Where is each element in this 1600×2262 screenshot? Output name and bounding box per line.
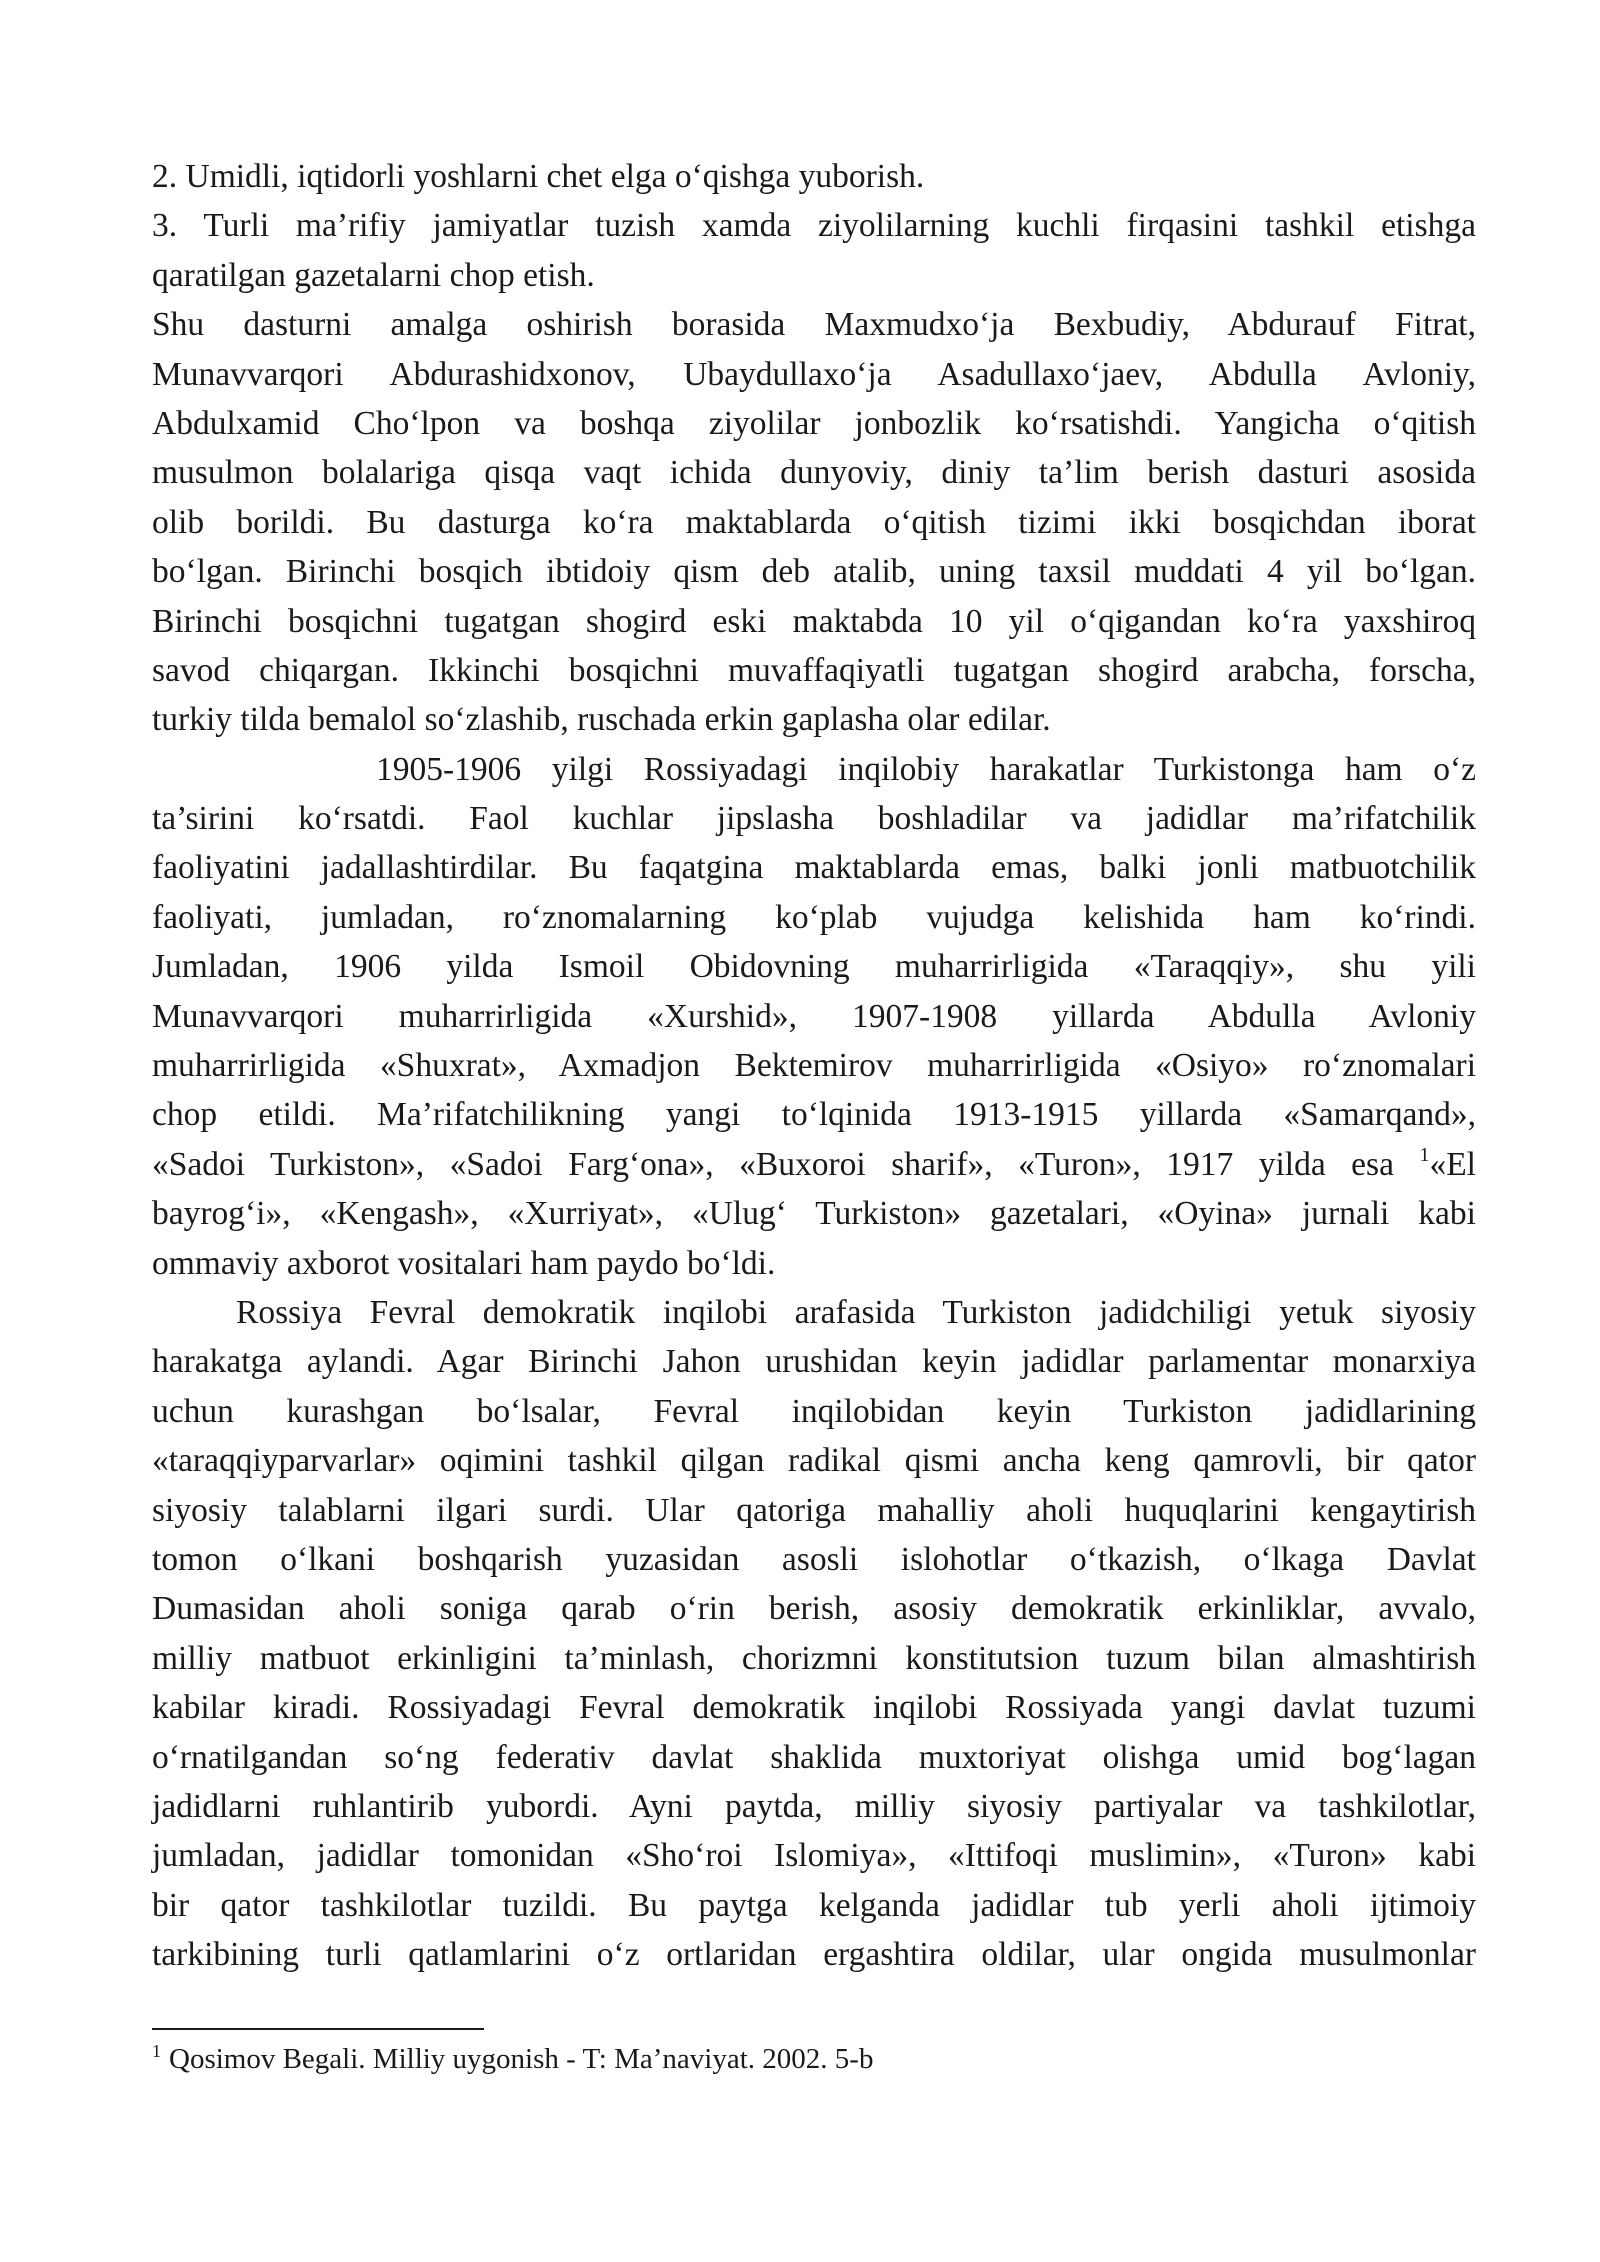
text-line: Rossiya Fevral demokratik inqilobi arafasida Turkiston jadidchiligi yetuk siyosiy — [236, 1293, 1476, 1331]
text-line: 1905-1906 yilgi Rossiyadagi inqilobiy harakatlar Turkistonga ham o‘z — [376, 750, 1476, 788]
text-line: 3. Turli ma’rifiy jamiyatlar tuzish xamda ziyolilarning kuchli firqasini tashkil etishga — [152, 207, 1476, 245]
footnote-divider — [152, 2028, 484, 2030]
text-line: milliy matbuot erkinligini ta’minlash, chorizmni konstitutsion tuzum bilan almashtirish — [152, 1639, 1476, 1677]
page-body — [152, 152, 1476, 1979]
text-line: Munavvarqori muharrirligida «Xurshid», 1907-1908 yillarda Abdulla Avloniy — [152, 997, 1476, 1035]
text-line: Abdulxamid Cho‘lpon va boshqa ziyolilar jonbozlik ko‘rsatishdi. Yangicha o‘qitish — [152, 404, 1476, 442]
footnote-text: Qosimov Begali. Milliy uygonish - T: Ma’naviyat. 2002. 5-b — [169, 2043, 874, 2075]
footnote — [152, 2040, 873, 2078]
text-line: muharrirligida «Shuxrat», Axmadjon Bektemirov muharrirligida «Osiyo» ro‘znomalari — [152, 1047, 1476, 1085]
text-line: chop etildi. Ma’rifatchilikning yangi to‘lqinida 1913-1915 yillarda «Samarqand», — [152, 1096, 1476, 1134]
text-line: bayrog‘i», «Kengash», «Xurriyat», «Ulug‘ Turkiston» gazetalari, «Oyina» jurnali kabi — [152, 1195, 1476, 1233]
text-line: savod chiqargan. Ikkinchi bosqichni muvaffaqiyatli tugatgan shogird arabcha, forscha, — [152, 651, 1476, 689]
footnote-marker: 1 — [152, 2041, 161, 2061]
line-text-tail: «El — [1429, 1145, 1476, 1183]
text-line: Munavvarqori Abdurashidxonov, Ubaydullaxo‘ja Asadullaxo‘jaev, Abdulla Avloniy, — [152, 355, 1476, 393]
text-line: harakatga aylandi. Agar Birinchi Jahon urushidan keyin jadidlar parlamentar monarxiya — [152, 1343, 1476, 1381]
text-line: bir qator tashkilotlar tuzildi. Bu paytga kelganda jadidlar tub yerli aholi ijtimoiy — [152, 1886, 1476, 1924]
text-line: uchun kurashgan bo‘lsalar, Fevral inqilobidan keyin Turkiston jadidlarining — [152, 1392, 1476, 1430]
text-line-with-footnote-ref — [152, 1140, 1476, 1189]
text-line: bo‘lgan. Birinchi bosqich ibtidoiy qism deb atalib, uning taxsil muddati 4 yil bo‘lgan. — [152, 553, 1476, 591]
text-line: 2. Umidli, iqtidorli yoshlarni chet elga o‘qishga yuborish. — [152, 158, 925, 195]
text-line: tomon o‘lkani boshqarish yuzasidan asosli islohotlar o‘tkazish, o‘lkaga Davlat — [152, 1540, 1476, 1578]
text-line: tarkibining turli qatlamlarini o‘z ortlaridan ergashtira oldilar, ular ongida musulmonlar — [152, 1936, 1476, 1974]
text-line: olib borildi. Bu dasturga ko‘ra maktablarda o‘qitish tizimi ikki bosqichdan iborat — [152, 503, 1476, 541]
text-line: kabilar kiradi. Rossiyadagi Fevral demokratik inqilobi Rossiyada yangi davlat tuzumi — [152, 1689, 1476, 1727]
text-line: Jumladan, 1906 yilda Ismoil Obidovning muharrirligida «Taraqqiy», shu yili — [152, 948, 1476, 986]
text-line: turkiy tilda bemalol so‘zlashib, ruschada erkin gaplasha olar edilar. — [152, 701, 1051, 739]
text-line: faoliyatini jadallashtirdilar. Bu faqatgina maktablarda emas, balki jonli matbuotchilik — [152, 849, 1476, 887]
text-line: Dumasidan aholi soniga qarab o‘rin berish, asosiy demokratik erkinliklar, avvalo, — [152, 1590, 1476, 1628]
text-line: faoliyati, jumladan, ro‘znomalarning ko‘plab vujudga kelishida ham ko‘rindi. — [152, 898, 1476, 936]
text-line: «taraqqiyparvarlar» oqimini tashkil qilgan radikal qismi ancha keng qamrovli, bir qator — [152, 1442, 1476, 1480]
text-line: jumladan, jadidlar tomonidan «Sho‘roi Islomiya», «Ittifoqi muslimin», «Turon» kabi — [152, 1837, 1476, 1875]
text-line: Birinchi bosqichni tugatgan shogird eski maktabda 10 yil o‘qigandan ko‘ra yaxshiroq — [152, 602, 1476, 640]
text-line: ta’sirini ko‘rsatdi. Faol kuchlar jipslasha boshladilar va jadidlar ma’rifatchilik — [152, 800, 1476, 838]
text-line: o‘rnatilgandan so‘ng federativ davlat shaklida muxtoriyat olishga umid bog‘lagan — [152, 1738, 1476, 1776]
text-line: Shu dasturni amalga oshirish borasida Maxmudxo‘ja Bexbudiy, Abdurauf Fitrat, — [152, 306, 1476, 344]
line-text: «Sadoi Turkiston», «Sadoi Farg‘ona», «Buxoroi sharif», «Turon», 1917 yilda esa — [152, 1145, 1394, 1183]
text-line: siyosiy talablarni ilgari surdi. Ular qatoriga mahalliy aholi huquqlarini kengaytirish — [152, 1491, 1476, 1529]
text-line: qaratilgan gazetalarni chop etish. — [152, 256, 595, 294]
footnote-reference[interactable]: 1 — [1419, 1143, 1430, 1166]
text-line: ommaviy axborot vositalari ham paydo bo‘ldi. — [152, 1244, 776, 1282]
text-line: jadidlarni ruhlantirib yubordi. Ayni paytda, milliy siyosiy partiyalar va tashkilotlar, — [152, 1787, 1476, 1825]
text-line: musulmon bolalariga qisqa vaqt ichida dunyoviy, diniy ta’lim berish dasturi asosida — [152, 454, 1476, 492]
